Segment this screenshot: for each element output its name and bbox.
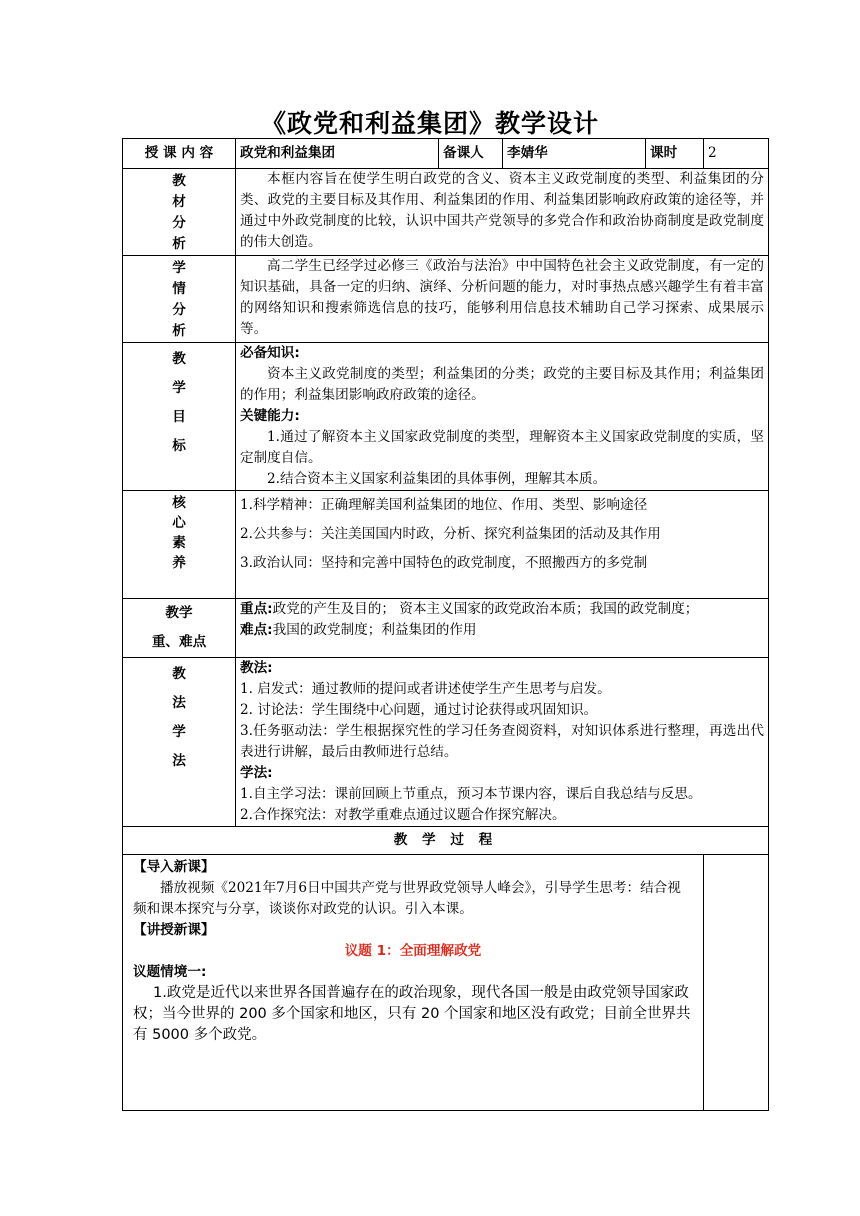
learn-title: 学法: bbox=[240, 765, 273, 781]
material-row bbox=[123, 169, 769, 256]
process-title: 教 学 过 程 bbox=[123, 827, 769, 855]
methods-row bbox=[123, 658, 769, 827]
scene-1-text: 1.政党是近代以来世界各国普遍存在的政治现象，现代各国一般是由政党领导国家政权；当今世界的 200 多个国家和地区，只有 20 个国家和地区没有政党；目前全世界共有 5000 多个政党。 bbox=[133, 985, 691, 1043]
topic-1-title: 议题 1：全面理解政党 bbox=[344, 943, 482, 959]
literacy-cell bbox=[236, 491, 769, 599]
students-label: 学 情 分 析 bbox=[123, 256, 236, 343]
ability-text-2: 2.结合资本主义国家利益集团的具体事例，理解其本质。 bbox=[267, 471, 607, 487]
teach-item-1: 1. 启发式：通过教师的提问或者讲述使学生产生思考与启发。 bbox=[240, 681, 611, 697]
focus-cell bbox=[236, 599, 769, 658]
literacy-label: 核 心 素 养 bbox=[123, 491, 236, 599]
hard-text: 我国的政党制度；利益集团的作用 bbox=[272, 622, 477, 638]
literacy-item-2: 2.公共参与：关注美国国内时政，分析、探究利益集团的活动及其作用 bbox=[240, 526, 661, 542]
header-row bbox=[123, 139, 769, 169]
teacher-label: 备课人 bbox=[439, 139, 503, 169]
course-value: 政党和利益集团 bbox=[236, 139, 439, 169]
hours-value: 2 bbox=[704, 139, 769, 169]
key-text: 政党的产生及目的； 资本主义国家的政党政治本质；我国的政党制度； bbox=[272, 601, 699, 617]
methods-cell bbox=[236, 658, 769, 827]
key-title: 重点: bbox=[240, 601, 273, 617]
students-text: 高二学生已经学过必修三《政治与法治》中中国特色社会主义政党制度，有一定的知识基础，具备一定的归纳、演绎、分析问题的能力，对时事热点感兴趣学生有着丰富的网络知识和搜索筛选信息的技巧，能够利用信息技术辅助自己学习探索、成果展示等。 bbox=[240, 258, 764, 337]
lesson-plan-table bbox=[122, 138, 769, 1111]
teach-title: 教法: bbox=[240, 660, 273, 676]
process-content bbox=[123, 855, 704, 1111]
page-title: 《政党和利益集团》教学设计 bbox=[260, 109, 599, 138]
goals-row bbox=[123, 343, 769, 491]
process-title-row bbox=[123, 827, 769, 855]
methods-label: 教 法 学 法 bbox=[123, 658, 236, 827]
process-notes-cell bbox=[704, 855, 769, 1111]
learn-item-1: 1.自主学习法：课前回顾上节重点，预习本节课内容，课后自我总结与反思。 bbox=[240, 786, 702, 802]
material-text: 本框内容旨在使学生明白政党的含义、资本主义政党制度的类型、利益集团的分类、政党的主要目标及其作用、利益集团的作用、利益集团影响政府政策的途径等，并通过中外政党制度的比较，认识中国共产党领导的多党合作和政治协商制度是政党制度的伟大创造。 bbox=[240, 171, 764, 250]
students-row bbox=[123, 256, 769, 343]
focus-label: 教学 重、难点 bbox=[123, 599, 236, 658]
focus-row bbox=[123, 599, 769, 658]
ability-title: 关键能力: bbox=[240, 408, 300, 424]
teach-item-2: 2. 讨论法：学生围绕中心问题，通过讨论获得或巩固知识。 bbox=[240, 702, 598, 718]
process-row bbox=[123, 855, 769, 1111]
ability-text-1: 1.通过了解资本主义国家政党制度的类型，理解资本主义国家政党制度的实质，坚定制度自信。 bbox=[240, 429, 764, 466]
knowledge-text: 资本主义政党制度的类型；利益集团的分类；政党的主要目标及其作用；利益集团的作用；利益集团影响政府政策的途径。 bbox=[240, 366, 764, 403]
intro-heading: 【导入新课】 bbox=[133, 859, 215, 875]
literacy-item-3: 3.政治认同：坚持和完善中国特色的政党制度，不照搬西方的多党制 bbox=[240, 555, 648, 571]
literacy-row bbox=[123, 491, 769, 599]
teach-item-3: 3.任务驱动法：学生根据探究性的学习任务查阅资料，对知识体系进行整理，再选出代表进行讲解，最后由教师进行总结。 bbox=[240, 723, 764, 760]
hard-title: 难点: bbox=[240, 622, 273, 638]
material-text-cell bbox=[236, 169, 769, 256]
course-label: 授 课 内 容 bbox=[123, 139, 236, 169]
goals-cell bbox=[236, 343, 769, 491]
new-lesson-heading: 【讲授新课】 bbox=[133, 922, 215, 938]
scene-1-heading: 议题情境一: bbox=[133, 964, 207, 980]
teacher-value: 李婧华 bbox=[503, 139, 646, 169]
material-label: 教 材 分 析 bbox=[123, 169, 236, 256]
goals-label: 教 学 目 标 bbox=[123, 343, 236, 491]
intro-text: 播放视频《2021年7月6日中国共产党与世界政党领导人峰会》，引导学生思考：结合视频和课本探究与分享，谈谈你对政党的认识。引入本课。 bbox=[133, 880, 681, 917]
hours-label: 课时 bbox=[646, 139, 704, 169]
knowledge-title: 必备知识: bbox=[240, 345, 300, 361]
literacy-item-1: 1.科学精神：正确理解美国利益集团的地位、作用、类型、影响途径 bbox=[240, 497, 648, 513]
students-text-cell bbox=[236, 256, 769, 343]
learn-item-2: 2.合作探究法：对教学重难点通过议题合作探究解决。 bbox=[240, 807, 566, 823]
